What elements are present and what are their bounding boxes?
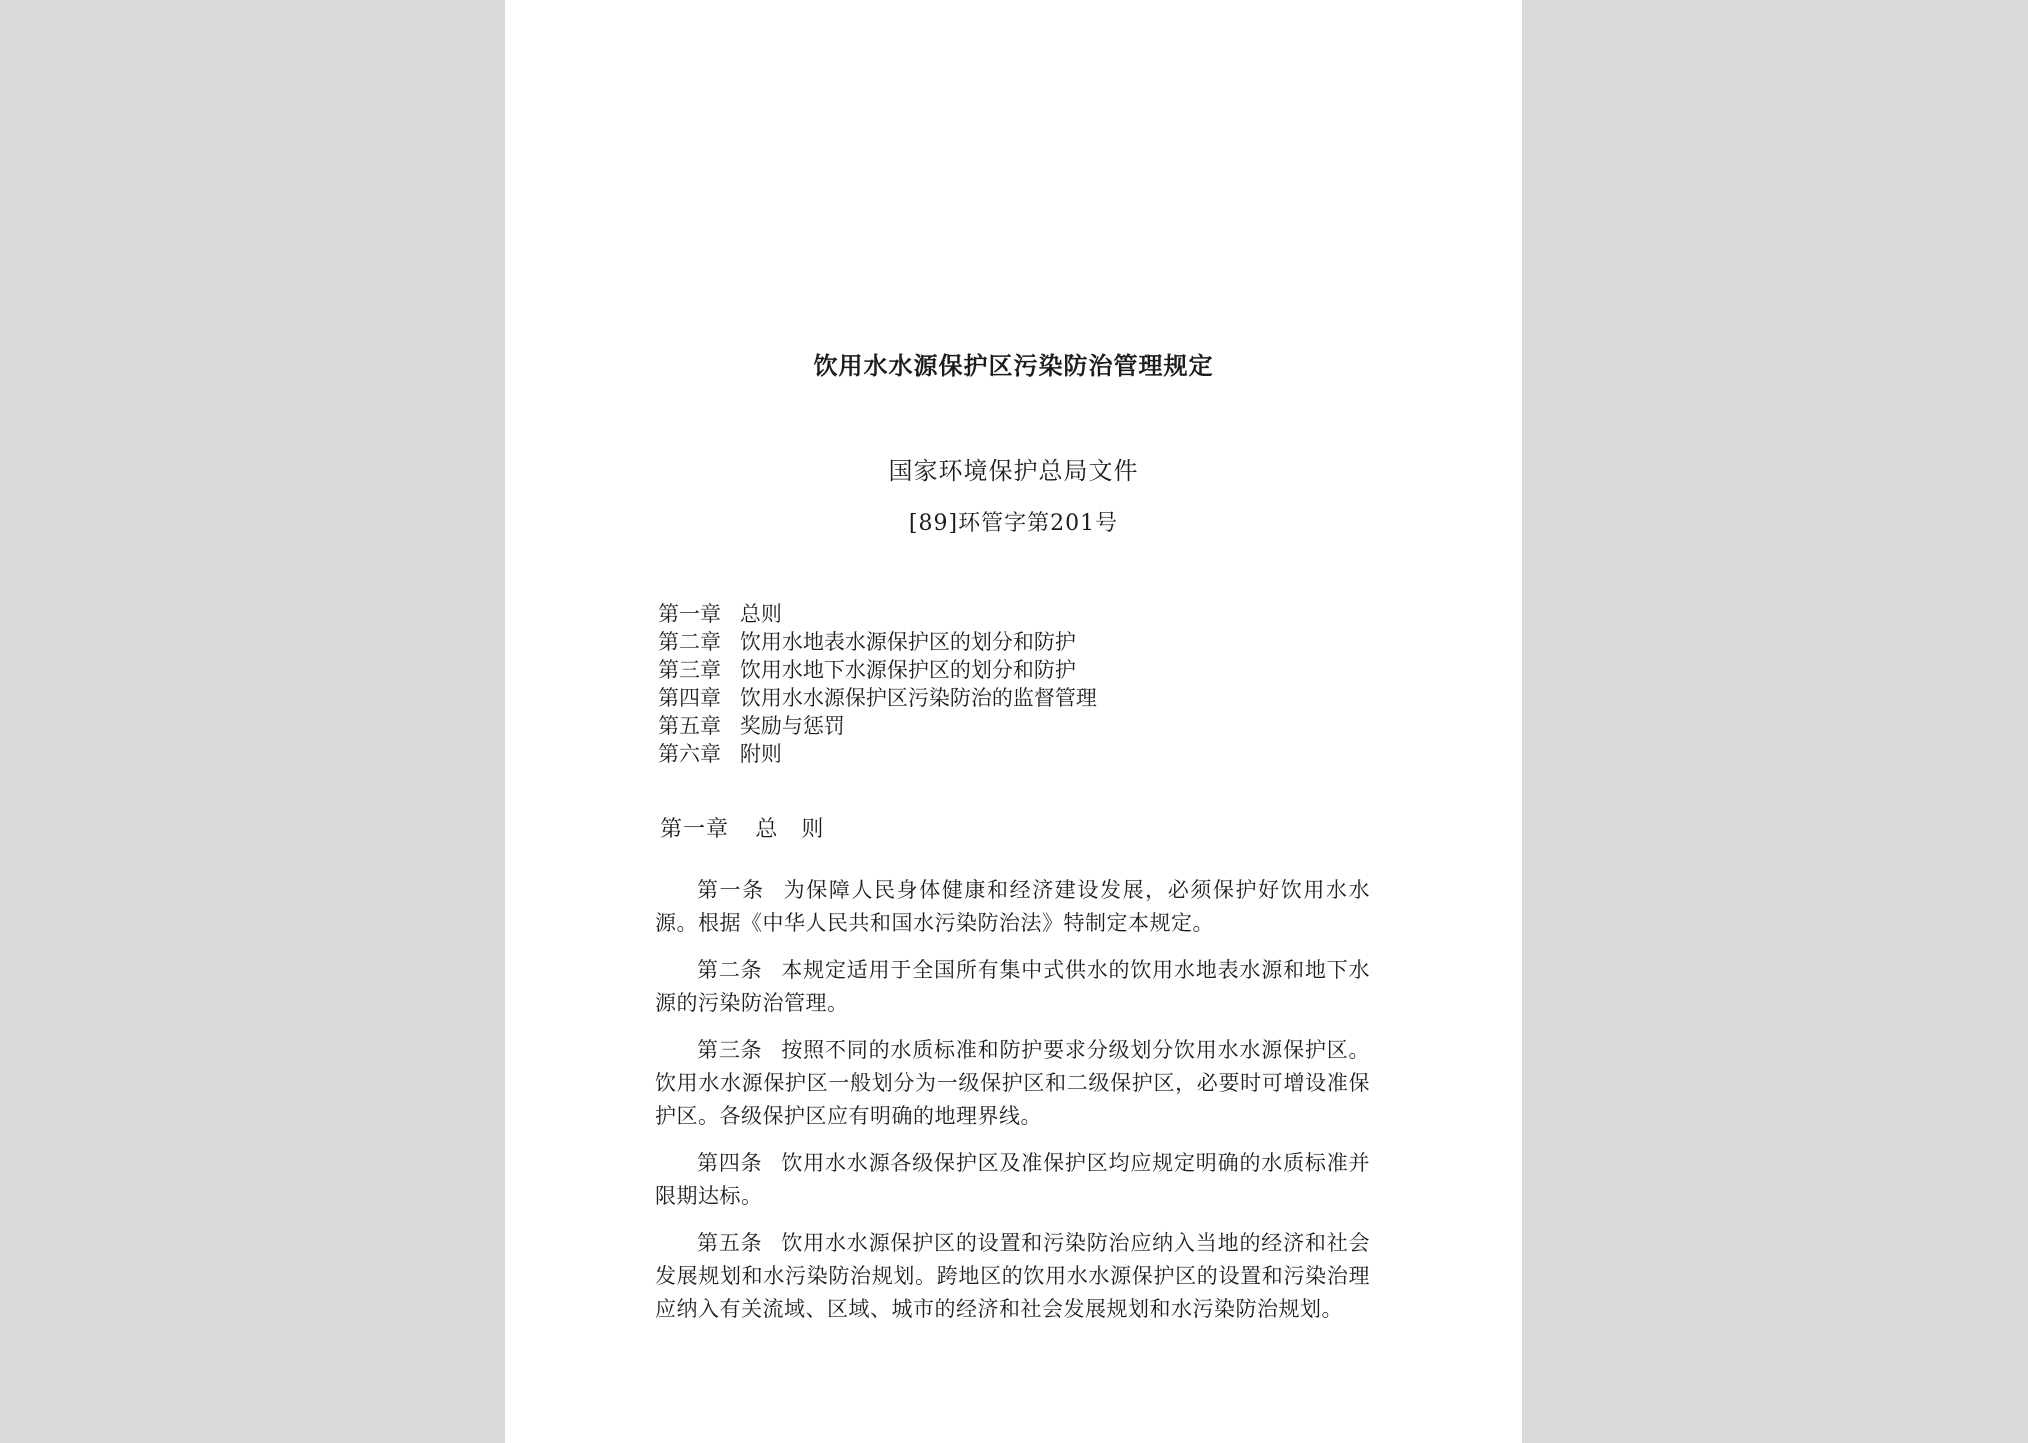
toc-entry [658,600,1372,628]
article-text: 本规定适用于全国所有集中式供水的饮用水地表水源和地下水源的污染防治管理。 [655,958,1371,1015]
toc-entry [658,656,1372,684]
toc-chapter-title: 奖励与惩罚 [739,714,845,738]
article-text: 饮用水水源各级保护区及准保护区均应规定明确的水质标准并限期达标。 [655,1151,1371,1208]
article-paragraph [655,1034,1370,1133]
toc-entry [658,712,1372,740]
toc-chapter-label: 第四章 [658,686,721,710]
article-label: 第一条 [697,878,765,902]
toc-chapter-label: 第五章 [658,714,721,738]
toc-chapter-title: 饮用水地表水源保护区的划分和防护 [739,630,1076,654]
table-of-contents [658,600,1372,768]
doc-number: [89]环管字第201号 [908,511,1119,536]
toc-chapter-title: 总则 [739,602,782,626]
toc-chapter-label: 第六章 [658,742,721,766]
toc-chapter-label: 第三章 [658,658,721,682]
toc-entry [658,684,1372,712]
toc-entry [658,628,1372,656]
toc-entry [658,740,1372,768]
chapter-body [655,874,1370,1340]
article-paragraph [655,1147,1370,1213]
toc-chapter-label: 第一章 [658,602,721,626]
toc-chapter-title: 附则 [739,742,782,766]
article-label: 第四条 [697,1151,763,1175]
document-title: 饮用水水源保护区污染防治管理规定 [813,351,1214,380]
toc-chapter-title: 饮用水地下水源保护区的划分和防护 [739,658,1076,682]
chapter-heading-label: 第一章 [660,817,730,842]
article-paragraph [655,874,1370,940]
article-text: 饮用水水源保护区的设置和污染防治应纳入当地的经济和社会发展规划和水污染防治规划。跨地区的饮用水水源保护区的设置和污染治理应纳入有关流域、区域、城市的经济和社会发展规划和水污染防治规划。 [655,1231,1371,1321]
article-text: 按照不同的水质标准和防护要求分级划分饮用水水源保护区。饮用水水源保护区一般划分为一级保护区和二级保护区，必要时可增设准保护区。各级保护区应有明确的地理界线。 [655,1038,1371,1128]
article-text: 为保障人民身体健康和经济建设发展，必须保护好饮用水水源。根据《中华人民共和国水污染防治法》特制定本规定。 [655,878,1370,935]
issuer-line: 国家环境保护总局文件 [888,457,1139,485]
document-page [505,0,1522,1443]
article-paragraph [655,954,1370,1020]
toc-chapter-title: 饮用水水源保护区污染防治的监督管理 [739,686,1097,710]
toc-chapter-label: 第二章 [658,630,721,654]
article-label: 第三条 [697,1038,763,1062]
chapter-heading-title: 总 则 [755,817,825,842]
chapter-heading [660,812,824,843]
article-paragraph [655,1227,1370,1326]
article-label: 第五条 [697,1231,763,1255]
article-label: 第二条 [697,958,763,982]
